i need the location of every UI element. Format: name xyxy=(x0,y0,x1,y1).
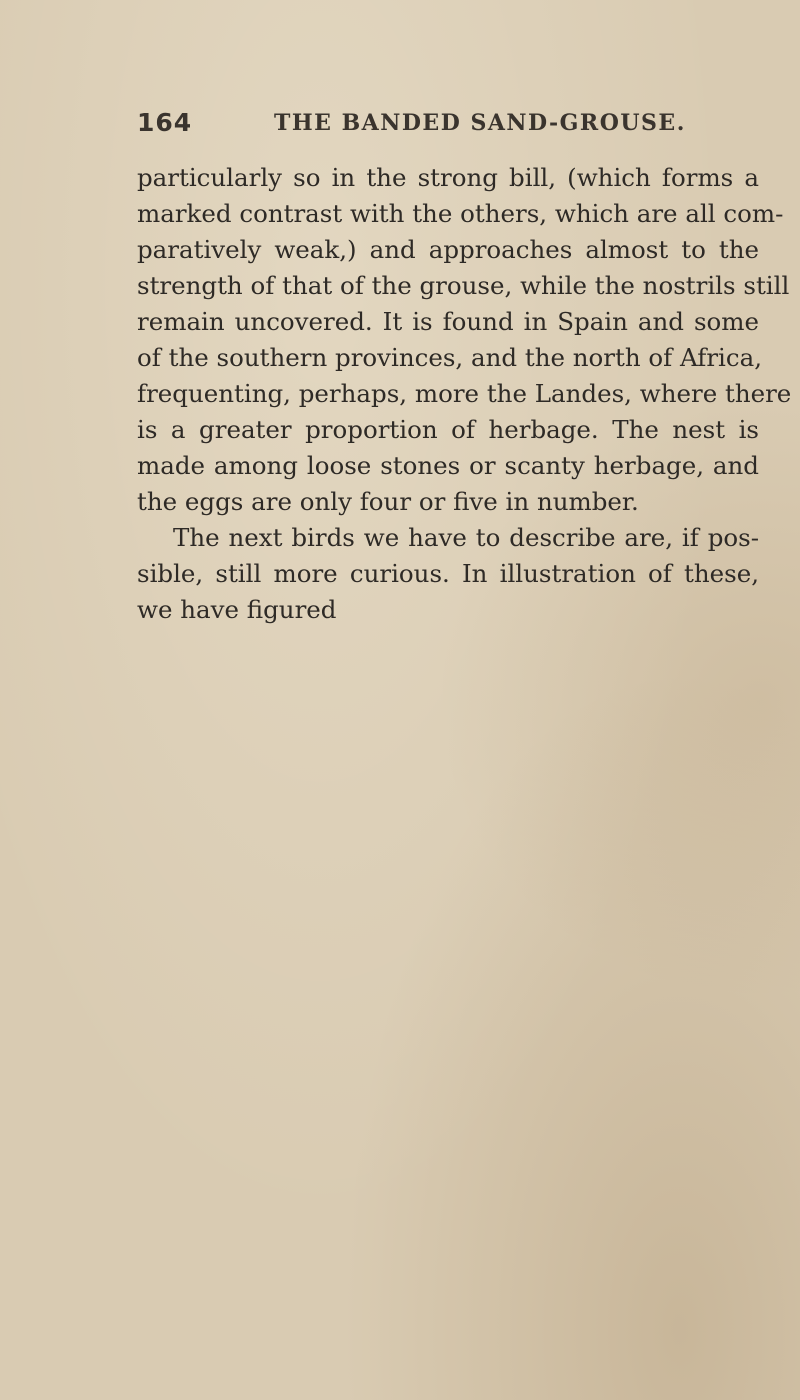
body-text xyxy=(137,160,792,628)
text-line: is a greater proportion of herbage. The nest is xyxy=(137,415,759,444)
text-line: particularly so in the strong bill, (which forms a xyxy=(137,163,759,192)
text-line: the eggs are only four or five in number. xyxy=(137,487,639,516)
page-header xyxy=(137,108,686,148)
text-line: remain uncovered. It is found in Spain and some xyxy=(137,307,759,336)
paragraph-2 xyxy=(137,520,759,628)
running-title: THE BANDED SAND-GROUSE. xyxy=(274,110,686,136)
text-line: marked contrast with the others, which are all com- xyxy=(137,199,784,228)
text-line: sible, still more curious. In illustration of these, xyxy=(137,559,759,588)
text-line: strength of that of the grouse, while the nostrils still xyxy=(137,271,790,300)
text-line: made among loose stones or scanty herbage, and xyxy=(137,451,759,480)
text-line: we have figured xyxy=(137,595,337,624)
paragraph-1 xyxy=(137,160,792,520)
text-line: frequenting, perhaps, more the Landes, where there xyxy=(137,379,792,408)
text-line: paratively weak,) and approaches almost to the xyxy=(137,235,759,264)
page-number: 164 xyxy=(137,108,193,137)
text-line: The next birds we have to describe are, if pos- xyxy=(173,523,759,552)
text-line: of the southern provinces, and the north of Africa, xyxy=(137,343,763,372)
